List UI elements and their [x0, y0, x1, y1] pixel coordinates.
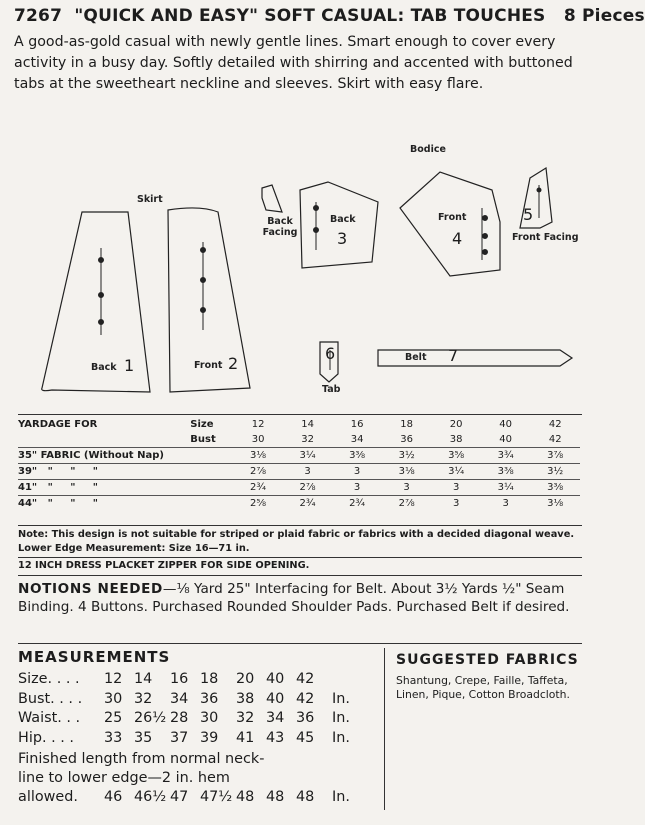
- fabric-note: Note: This design is not suitable for striped or plaid fabric or fabrics with a decided diagonal weave.: [18, 529, 575, 540]
- yardage-cell: 3½: [382, 448, 432, 464]
- bodice-front-label: Front: [438, 212, 467, 223]
- measurement-cell: 43: [266, 729, 285, 746]
- bodice-front-number: 4: [452, 229, 463, 248]
- yardage-title: YARDAGE FOR: [18, 419, 98, 430]
- allowed-cell: 48: [236, 789, 255, 805]
- bodice-back-piece: [300, 182, 378, 268]
- size-cell: 14: [301, 419, 314, 430]
- fabric-row-39: [18, 464, 580, 480]
- zipper-bottom-rule: [18, 575, 582, 576]
- fabric-row-41: [18, 480, 580, 496]
- fabric-row-35: [18, 448, 580, 464]
- measurement-cell: 34: [170, 690, 189, 707]
- front-facing-label: Front Facing: [512, 232, 579, 243]
- measurement-row-hip: [18, 729, 350, 749]
- yardage-cell: 2⅞: [283, 480, 333, 496]
- measurements-table: [18, 670, 350, 748]
- size-row: [18, 417, 580, 432]
- finished-length: [18, 750, 350, 808]
- yardage-cell: 2⅞: [233, 464, 283, 480]
- allowed-cell: 47½: [200, 789, 233, 805]
- measurement-cell: 12: [104, 671, 123, 687]
- skirt-back-number: 1: [124, 356, 135, 375]
- fabric-row-44: [18, 496, 580, 512]
- bust-cell: 38: [449, 434, 463, 445]
- intro-description: A good-as-gold casual with newly gentle lines. Smart enough to cover every activity in a busy day. Softly detailed with shirring and accented with buttoned tabs at the sweetheart neckline and sleeves. Skirt with easy flare.: [14, 34, 573, 92]
- measurement-cell: 30: [200, 710, 219, 726]
- measurement-cell: 36: [200, 690, 219, 707]
- belt-label: Belt: [405, 352, 427, 363]
- measurement-cell: 28: [170, 710, 189, 726]
- measurement-cell: 42: [296, 671, 315, 687]
- allowed-label: allowed.: [18, 789, 78, 805]
- yardage-cell: 3⅜: [481, 464, 531, 480]
- measurement-unit: In.: [332, 690, 350, 707]
- notions-title: NOTIONS NEEDED: [18, 581, 163, 597]
- skirt-front-label: Front: [194, 360, 223, 371]
- allowed-cell: 46: [104, 789, 123, 805]
- yardage-cell: 3⅛: [382, 464, 432, 480]
- yardage-cell: 3¾: [481, 448, 531, 464]
- size-cell: 40: [499, 419, 513, 430]
- measurement-label: Bust. . . .: [18, 690, 83, 707]
- yardage-cell: 3¼: [481, 480, 531, 496]
- yardage-cell: 2¾: [233, 480, 283, 496]
- size-cell: 18: [400, 419, 413, 430]
- pattern-header: [14, 6, 645, 26]
- yardage-cell: 2⅝: [233, 496, 283, 512]
- yardage-table: [18, 417, 580, 511]
- measurement-cell: 16: [170, 671, 189, 687]
- measurements-title: MEASUREMENTS: [18, 648, 171, 666]
- size-label: Size: [190, 419, 214, 430]
- pieces-count: 8 Pieces: [563, 6, 645, 26]
- measurement-label: Size. . . .: [18, 671, 80, 687]
- notions-needed: [18, 580, 588, 616]
- measurement-cell: 35: [134, 729, 153, 746]
- yardage-cell: 3⅛: [233, 448, 283, 464]
- measurement-cell: 45: [296, 729, 315, 746]
- zipper-top-rule: [18, 557, 582, 558]
- measurement-cell: 42: [296, 690, 315, 707]
- tab-label: Tab: [322, 384, 341, 395]
- tab-number: 6: [325, 344, 336, 363]
- measurement-cell: 34: [266, 710, 285, 726]
- suggested-fabrics-text: Shantung, Crepe, Faille, Taffeta, Linen, Pique, Cotton Broadcloth.: [396, 674, 570, 701]
- allowed-cell: 46½: [134, 789, 167, 805]
- yardage-cell: 3¼: [283, 448, 333, 464]
- yardage-cell: 2¾: [283, 496, 333, 512]
- measurement-cell: 20: [236, 671, 255, 687]
- yardage-cell: 3: [481, 496, 531, 512]
- measurement-cell: 40: [266, 690, 285, 707]
- yardage-cell: 3⅜: [332, 448, 382, 464]
- measurement-unit: In.: [332, 729, 350, 746]
- fabric-label: 35" FABRIC (Without Nap): [18, 448, 233, 464]
- yardage-cell: 3⅛: [530, 496, 580, 512]
- skirt-front-number: 2: [228, 354, 239, 373]
- size-cell: 42: [548, 419, 562, 430]
- allowed-cell: 48: [296, 789, 315, 805]
- yardage-cell: 3: [332, 464, 382, 480]
- skirt-label: Skirt: [137, 194, 163, 205]
- yardage-cell: 3: [283, 464, 333, 480]
- measurement-row-waist: [18, 709, 350, 729]
- bodice-back-label: Back: [330, 214, 356, 225]
- measurement-cell: 14: [134, 671, 153, 687]
- measurement-cell: 40: [266, 671, 285, 687]
- bust-label: Bust: [190, 434, 216, 445]
- bust-cell: 32: [301, 434, 314, 445]
- belt-number: 7: [448, 346, 459, 365]
- bust-cell: 34: [350, 434, 364, 445]
- measurements-top-rule: [18, 643, 582, 644]
- bust-cell: 36: [400, 434, 413, 445]
- measurement-cell: 26½: [134, 710, 167, 726]
- measurement-cell: 39: [200, 729, 219, 746]
- pattern-number: 7267: [14, 6, 63, 26]
- yardage-cell: 3⅝: [431, 448, 481, 464]
- measurement-cell: 32: [134, 690, 153, 707]
- yardage-cell: 3¼: [431, 464, 481, 480]
- size-cell: 20: [449, 419, 463, 430]
- measurement-cell: 38: [236, 690, 255, 707]
- bust-cell: 30: [251, 434, 265, 445]
- measurement-cell: 32: [236, 710, 255, 726]
- measurement-row-size: [18, 670, 350, 690]
- allowed-row: [18, 788, 350, 808]
- allowed-cell: 48: [266, 789, 285, 805]
- bust-cell: 40: [499, 434, 513, 445]
- yardage-cell: 3: [332, 480, 382, 496]
- measurement-cell: 33: [104, 729, 123, 746]
- measurement-label: Waist. . .: [18, 710, 81, 726]
- yardage-cell: 3½: [530, 464, 580, 480]
- measurement-row-bust: [18, 690, 350, 710]
- measurement-unit: In.: [332, 710, 350, 726]
- finished-length-line2: line to lower edge—2 in. hem: [18, 770, 230, 786]
- measurement-cell: 41: [236, 729, 255, 746]
- bust-cell: 42: [548, 434, 562, 445]
- pattern-title: "QUICK AND EASY" SOFT CASUAL: TAB TOUCHES: [74, 6, 546, 26]
- section-divider: [384, 648, 385, 810]
- yardage-cell: 2¾: [332, 496, 382, 512]
- measurement-cell: 30: [104, 690, 123, 707]
- size-cell: 16: [350, 419, 364, 430]
- front-facing-number: 5: [523, 205, 534, 224]
- bust-row: [18, 432, 580, 448]
- yardage-cell: 2⅞: [382, 496, 432, 512]
- fabric-label: 41" " " ": [18, 480, 233, 496]
- back-facing-label: Back Facing: [262, 216, 298, 238]
- bodice-label: Bodice: [410, 144, 446, 155]
- measurement-cell: 37: [170, 729, 189, 746]
- size-cell: 12: [251, 419, 265, 430]
- measurement-label: Hip. . . .: [18, 729, 74, 746]
- allowed-values-row: [18, 788, 350, 808]
- yardage-cell: 3: [431, 480, 481, 496]
- suggested-fabrics-title: SUGGESTED FABRICS: [396, 652, 579, 668]
- skirt-back-label: Back: [91, 362, 117, 373]
- yardage-bottom-rule: [18, 525, 582, 526]
- back-facing-piece: [262, 185, 282, 212]
- yardage-cell: 3: [382, 480, 432, 496]
- measurement-cell: 36: [296, 710, 315, 726]
- yardage-cell: 3: [431, 496, 481, 512]
- measurement-cell: 18: [200, 671, 219, 687]
- notions-text: —⅛ Yard 25" Interfacing for Belt. About 3½ Yards ½" Seam Binding. 4 Buttons. Purchased Rounded Shoulder Pads. Purchased Belt if desired.: [18, 581, 570, 615]
- allowed-unit: In.: [332, 789, 350, 805]
- yardage-top-rule: [18, 414, 582, 415]
- bodice-front-piece: [400, 172, 500, 276]
- measurement-cell: 25: [104, 710, 123, 726]
- allowed-cell: 47: [170, 789, 189, 805]
- fabric-label: 44" " " ": [18, 496, 233, 512]
- lower-edge-note: Lower Edge Measurement: Size 16—71 in.: [18, 543, 250, 554]
- pattern-pieces-diagram: [0, 130, 600, 405]
- zipper-note: 12 INCH DRESS PLACKET ZIPPER FOR SIDE OPENING.: [18, 560, 310, 571]
- yardage-cell: 3⅞: [530, 448, 580, 464]
- bodice-back-number: 3: [337, 229, 348, 248]
- finished-length-line1: Finished length from normal neck-: [18, 751, 265, 767]
- fabric-label: 39" " " ": [18, 464, 233, 480]
- yardage-cell: 3⅜: [530, 480, 580, 496]
